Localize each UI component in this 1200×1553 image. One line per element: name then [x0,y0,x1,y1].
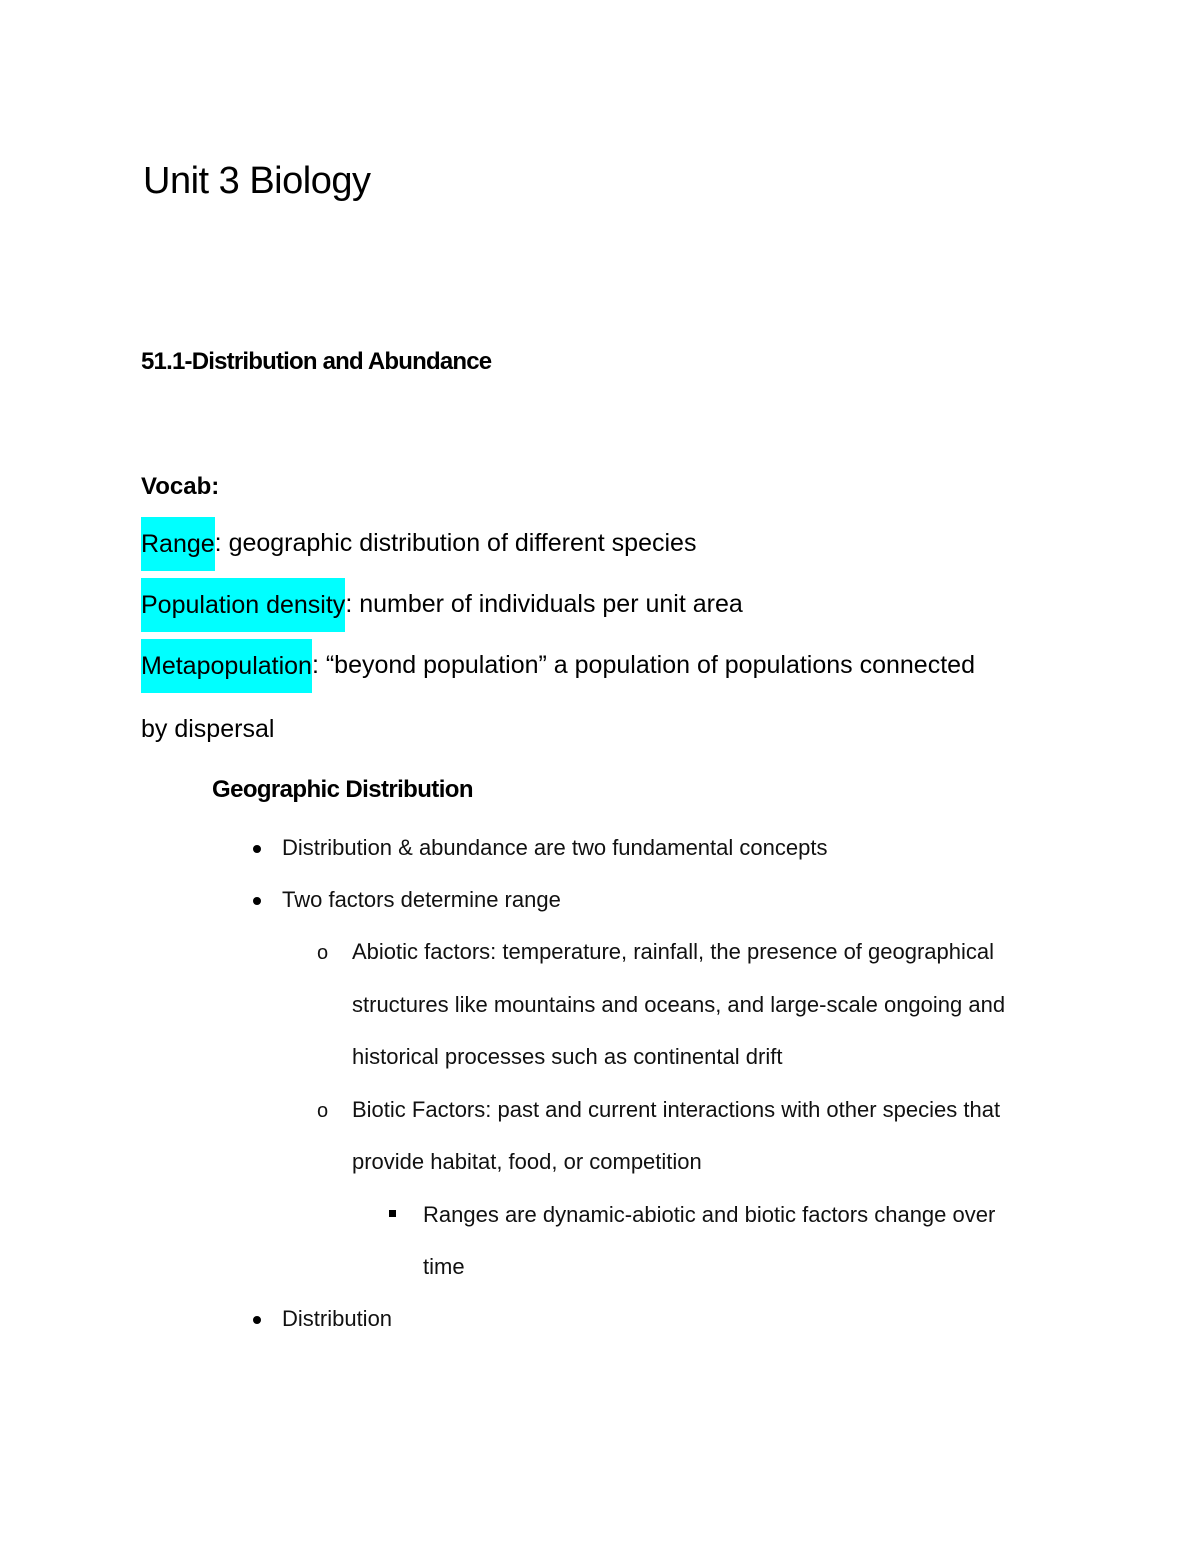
list-item: o Abiotic factors: temperature, rainfall, the presence of geographical [317,939,995,964]
vocab-continuation: by dispersal [141,715,275,743]
bullet-square-icon [389,1210,396,1217]
bullet-circle-icon: o [317,942,329,964]
list-item: Ranges are dynamic-abiotic and biotic factors change over [423,1202,995,1228]
list-item: Distribution & abundance are two fundamental concepts [282,835,827,861]
vocab-definition: : “beyond population” a population of populations connected [311,651,975,679]
list-item: Two factors determine range [282,887,561,913]
vocab-item-population-density [141,577,743,631]
list-item-continuation: structures like mountains and oceans, and large-scale ongoing and [352,992,1006,1017]
subheading: Geographic Distribution [212,776,473,803]
bullet-circle-icon: o [317,1100,329,1122]
vocab-definition: : geographic distribution of different species [214,529,697,557]
list-item-continuation: time [423,1254,465,1279]
bullet-disc-icon [253,897,261,905]
vocab-term-highlight: Metapopulation [141,639,312,693]
bullet-disc-icon [253,845,261,853]
list-item: Distribution [282,1306,392,1332]
bullet-disc-icon [253,1316,261,1324]
vocab-term-highlight: Range [141,517,215,571]
vocab-definition: : number of individuals per unit area [345,590,743,618]
list-item-continuation: provide habitat, food, or competition [352,1149,702,1174]
list-item-continuation: historical processes such as continental drift [352,1044,783,1069]
vocab-label: Vocab: [141,473,220,500]
page-title: Unit 3 Biology [143,160,371,202]
section-heading: 51.1-Distribution and Abundance [141,348,492,375]
vocab-item-metapopulation [141,638,975,692]
vocab-item-range [141,516,696,570]
vocab-term-highlight: Population density [141,578,345,632]
list-item: o Biotic Factors: past and current interactions with other species that [317,1097,1001,1122]
